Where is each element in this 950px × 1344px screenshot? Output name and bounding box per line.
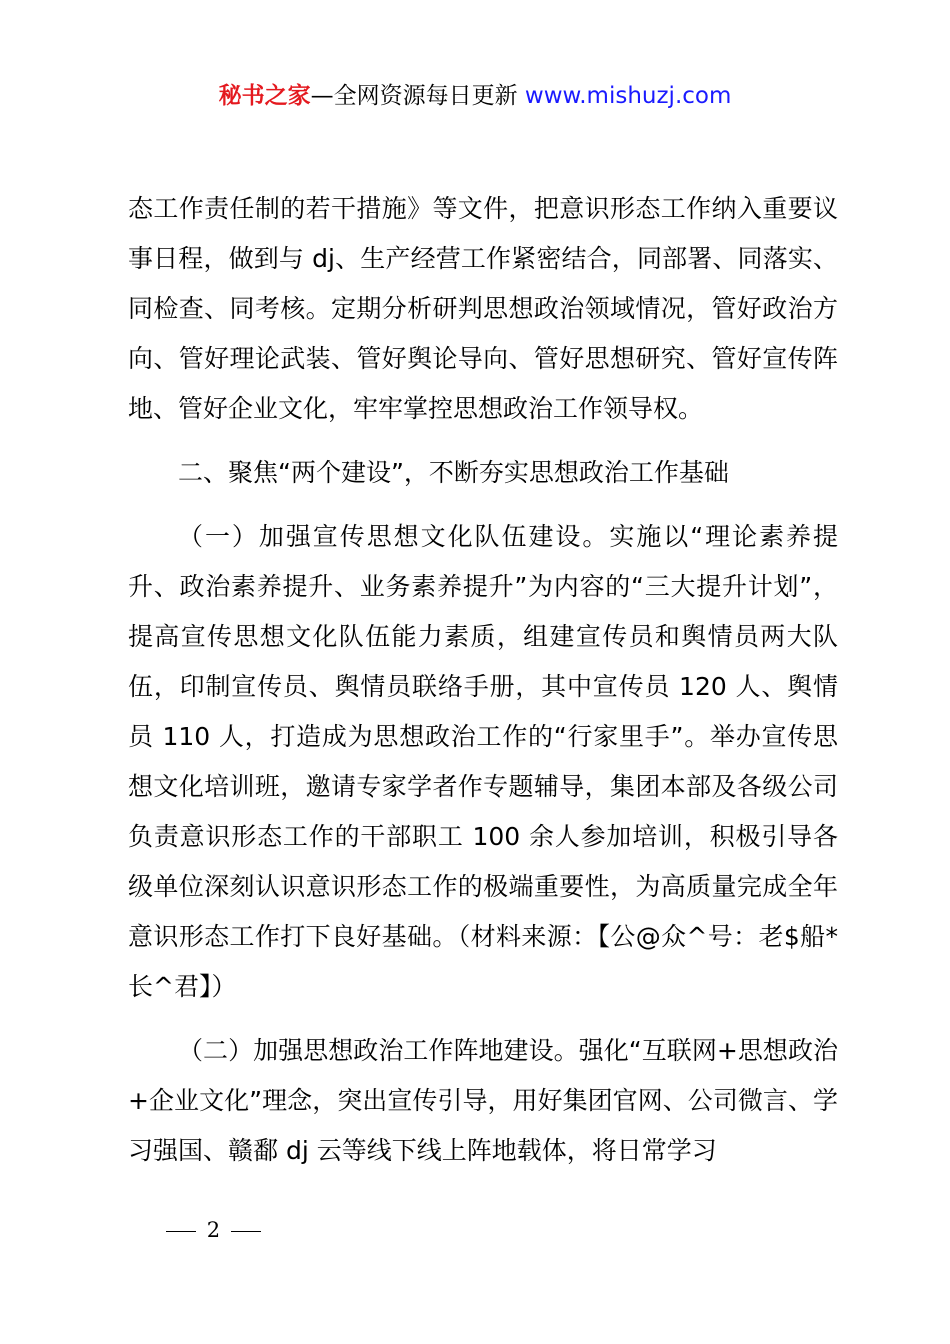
header-dash: — [310,83,334,109]
paragraph-subsection-2: （二）加强思想政治工作阵地建设。强化“互联网+思想政治+企业文化”理念，突出宣传引导，用好集团官网、公司微言、学习强国、赣鄱 dj 云等线下线上阵地载体，将日常学习 [128,1036,838,1165]
page-number-value: 2 [206,1218,221,1242]
page-number-right-dash [231,1231,261,1232]
section-heading-2: 二、聚焦“两个建设”，不断夯实思想政治工作基础 [178,458,729,487]
page-number-left-dash [166,1231,196,1232]
header-tagline: 全网资源每日更新 [333,83,518,109]
brand-name: 秘书之家 [218,83,311,109]
site-url[interactable]: www.mishuzj.com [524,83,732,109]
paragraph-subsection-1: （一）加强宣传思想文化队伍建设。实施以“理论素养提升、政治素养提升、业务素养提升”为内容的“三大提升计划”，提高宣传思想文化队伍能力素质，组建宣传员和舆情员两大队伍，印制宣传员、舆情员联络手册，其中宣传员 120 人、舆情员 110 人，打造成为思想政治工作的“行家里手”。举办宣传思想文化培训班，邀请专家学者作专题辅导，集团本部及各级公司负责意识形态工作的干部职工 100 余人参加培训，积极引导各级单位深刻认识意识形态工作的极端重要性，为高质量完成全年意识形态工作打下良好基础。（材料来源：【公@众^号：老$船*长^君】） [128,522,838,1001]
page-number [162,1218,265,1242]
paragraph-continued: 态工作责任制的若干措施》等文件，把意识形态工作纳入重要议事日程，做到与 dj、生产经营工作紧密结合，同部署、同落实、同检查、同考核。定期分析研判思想政治领域情况，管好政治方向、管好理论武装、管好舆论导向、管好思想研究、管好宣传阵地、管好企业文化，牢牢掌控思想政治工作领导权。 [128,194,838,423]
site-header [0,80,950,112]
document-body [128,184,838,1176]
